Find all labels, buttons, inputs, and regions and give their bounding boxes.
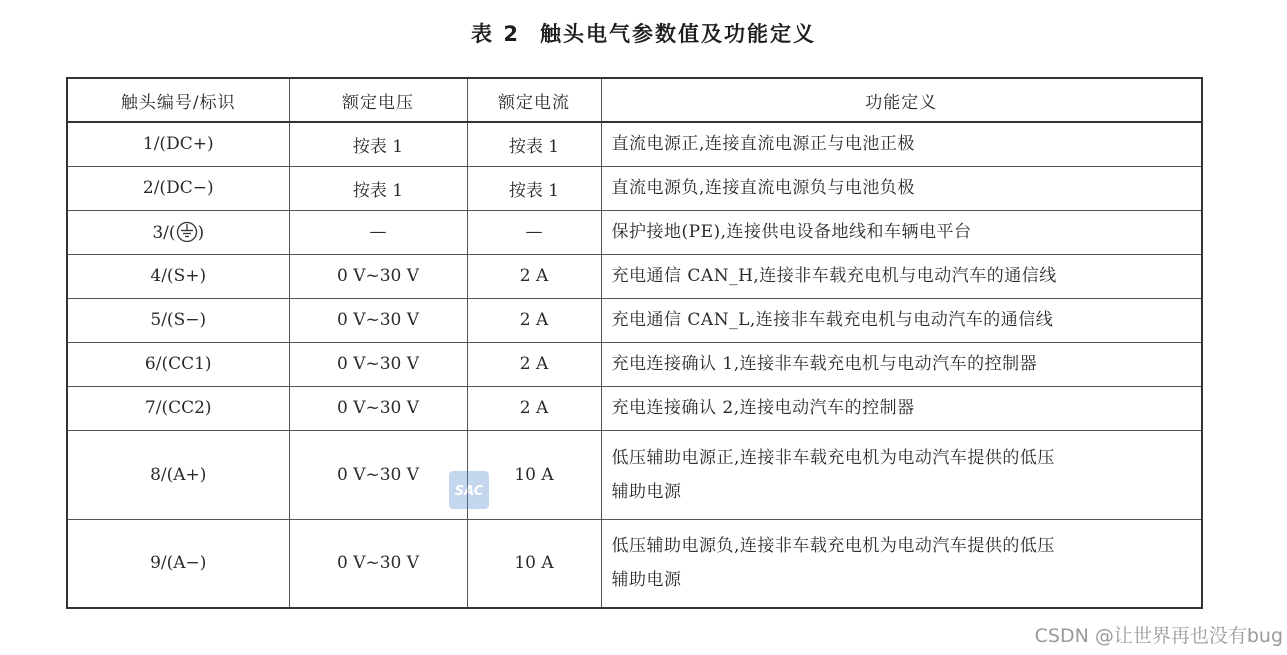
definition-cell: 充电通信 CAN_H,连接非车载充电机与电动汽车的通信线: [601, 254, 1202, 298]
definition-cell: 充电连接确认 2,连接电动汽车的控制器: [601, 386, 1202, 430]
contact-id-cell: 2/(DC−): [67, 166, 289, 210]
voltage-cell: 0 V~30 V: [289, 519, 467, 608]
definition-cell: [601, 430, 1202, 519]
voltage-cell: 0 V~30 V: [289, 342, 467, 386]
definition-cell: 充电通信 CAN_L,连接非车载充电机与电动汽车的通信线: [601, 298, 1202, 342]
table-row: [67, 254, 1202, 298]
definition-cell: 保护接地(PE),连接供电设备地线和车辆电平台: [601, 210, 1202, 254]
contact-id-suffix: ): [197, 223, 205, 243]
voltage-cell: 按表 1: [289, 166, 467, 210]
contact-id-cell: 7/(CC2): [67, 386, 289, 430]
voltage-cell: 按表 1: [289, 122, 467, 166]
table-row: [67, 210, 1202, 254]
definition-cell: [601, 519, 1202, 608]
current-cell: 10 A: [467, 430, 601, 519]
contact-id-cell: 9/(A−): [67, 519, 289, 608]
contact-id-cell: 8/(A+): [67, 430, 289, 519]
voltage-cell: 0 V~30 V: [289, 430, 467, 519]
contact-id-cell: 1/(DC+): [67, 122, 289, 166]
table-row: [67, 122, 1202, 166]
table-row: [67, 386, 1202, 430]
definition-line: 辅助电源: [611, 570, 682, 591]
table-row: [67, 166, 1202, 210]
table-row: [67, 519, 1202, 608]
voltage-cell: 0 V~30 V: [289, 298, 467, 342]
logo-text: SAC: [454, 484, 484, 499]
protective-earth-icon: [176, 221, 198, 243]
definition-line: 辅助电源: [611, 481, 682, 502]
standards-logo-icon: [448, 470, 490, 510]
table-row: [67, 430, 1202, 519]
table-number: 表 2: [471, 22, 520, 46]
header-rated-current: 额定电流: [467, 78, 601, 122]
voltage-cell: —: [289, 210, 467, 254]
current-cell: 按表 1: [467, 122, 601, 166]
contact-id-cell: 6/(CC1): [67, 342, 289, 386]
table-title-text: 触头电气参数值及功能定义: [539, 22, 816, 46]
contact-id-cell: [67, 210, 289, 254]
contact-id-cell: 5/(S−): [67, 298, 289, 342]
definition-cell: 直流电源负,连接直流电源负与电池负极: [601, 166, 1202, 210]
header-contact-id: 触头编号/标识: [67, 78, 289, 122]
definition-line: 低压辅助电源正,连接非车载充电机为电动汽车提供的低压: [611, 447, 1055, 468]
definition-cell: 直流电源正,连接直流电源正与电池正极: [601, 122, 1202, 166]
contact-parameters-table: [66, 77, 1203, 609]
current-cell: 按表 1: [467, 166, 601, 210]
definition-cell: 充电连接确认 1,连接非车载充电机与电动汽车的控制器: [601, 342, 1202, 386]
csdn-watermark: CSDN @让世界再也没有bug: [1034, 625, 1283, 647]
current-cell: —: [467, 210, 601, 254]
voltage-cell: 0 V~30 V: [289, 254, 467, 298]
table-row: [67, 342, 1202, 386]
current-cell: 2 A: [467, 254, 601, 298]
contact-id-prefix: 3/(: [152, 223, 176, 243]
current-cell: 2 A: [467, 298, 601, 342]
current-cell: 2 A: [467, 342, 601, 386]
current-cell: 10 A: [467, 519, 601, 608]
table-title: [0, 18, 1287, 48]
table-header-row: [67, 78, 1202, 122]
contact-id-cell: 4/(S+): [67, 254, 289, 298]
voltage-cell: 0 V~30 V: [289, 386, 467, 430]
current-cell: 2 A: [467, 386, 601, 430]
header-function-definition: 功能定义: [601, 78, 1202, 122]
definition-line: 低压辅助电源负,连接非车载充电机为电动汽车提供的低压: [611, 536, 1055, 557]
table-row: [67, 298, 1202, 342]
header-rated-voltage: 额定电压: [289, 78, 467, 122]
